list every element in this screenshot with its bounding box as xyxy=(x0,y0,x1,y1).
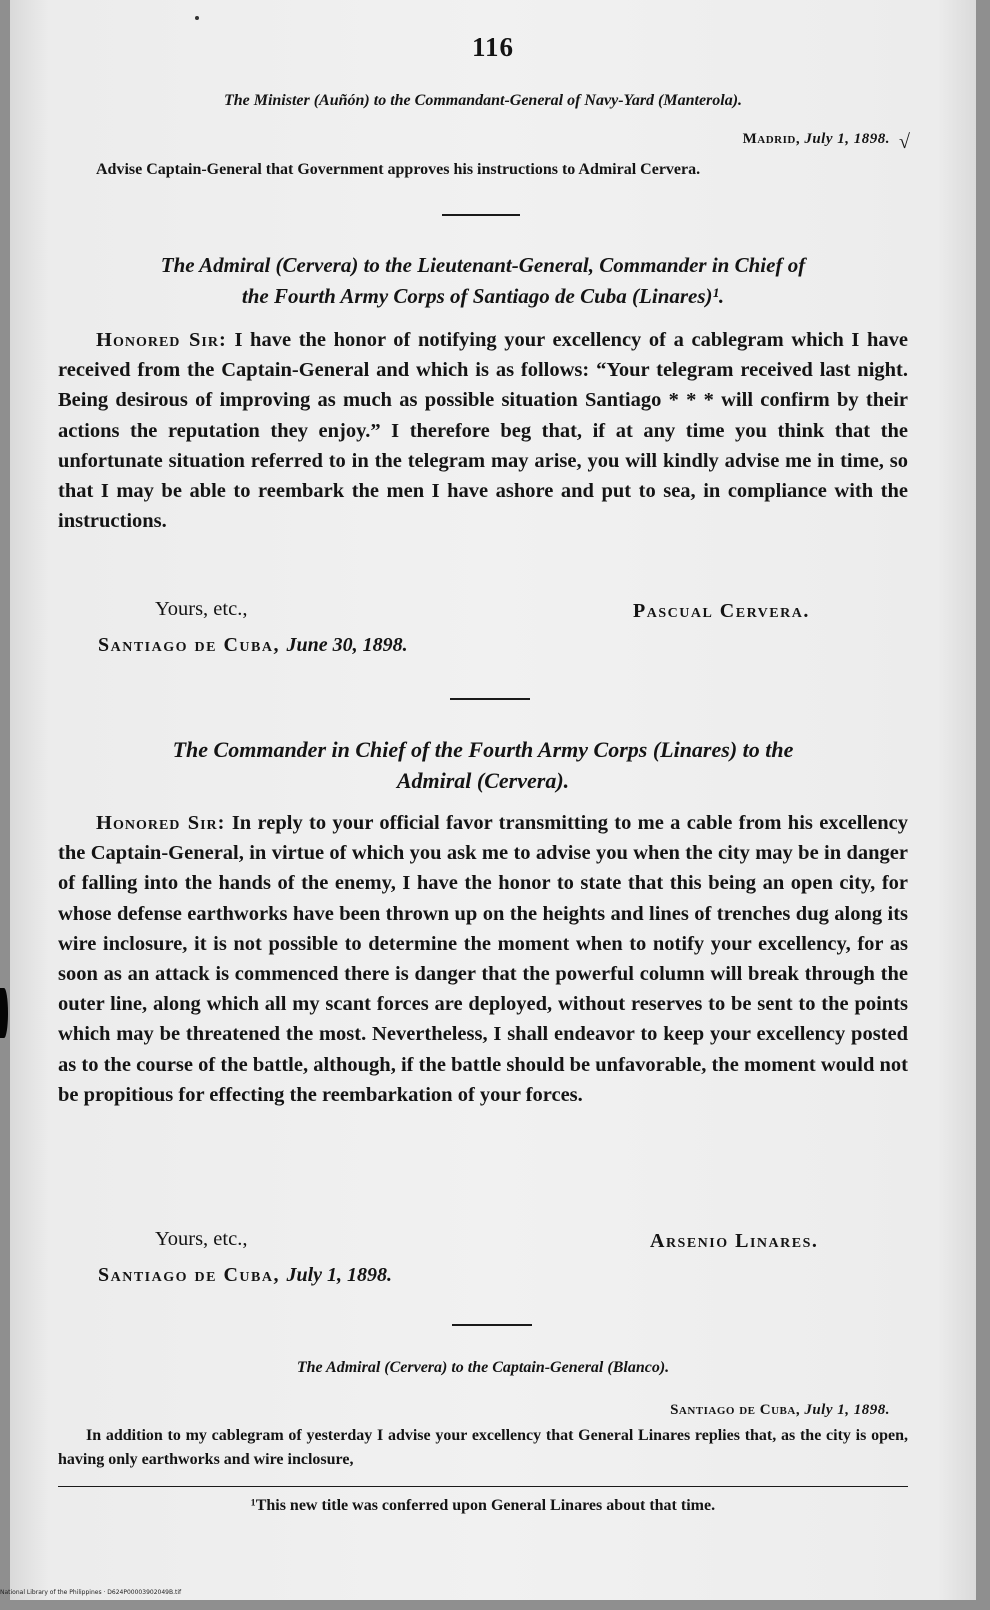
footnote-rule xyxy=(58,1486,908,1487)
section2-text: I have the honor of notifying your excellency of a cablegram which I have received from the Captain-General and which is as follows: “Your telegram received last night. Being desirous of improving as much as possible situation Santiago * * * will confirm by their actions the reputation they enjoy.” I therefore beg that, if at any time you think that the unfortunate situation referred to in the telegram may arise, you will kindly advise me in time, so that I may be able to reembark the men I have ashore and put to sea, in compliance with the instructions. xyxy=(58,329,908,533)
section4-heading: The Admiral (Cervera) to the Captain-General (Blanco). xyxy=(296,1359,670,1376)
section3-signature: Arsenio Linares. xyxy=(650,1230,819,1252)
section2-heading xyxy=(58,250,908,312)
section3-heading-line2: Admiral (Cervera). xyxy=(396,768,570,793)
section1-date-place: Madrid, xyxy=(742,131,801,147)
section4-date-place: Santiago de Cuba, xyxy=(670,1402,801,1418)
section2-body xyxy=(58,325,908,536)
section3-salutation: Honored Sir: xyxy=(96,812,226,834)
section4-dateline xyxy=(670,1402,890,1419)
section4-date: July 1, 1898. xyxy=(804,1402,890,1418)
section3-place: Santiago de Cuba, xyxy=(98,1264,280,1286)
section3-heading-line1: The Commander in Chief of the Fourth Army Corps (Linares) to the xyxy=(172,737,794,762)
document-page xyxy=(10,0,976,1600)
section2-heading-line1: The Admiral (Cervera) to the Lieutenant-General, Commander in Chief of xyxy=(160,253,806,277)
section2-signature: Pascual Cervera. xyxy=(633,600,810,622)
footnote: ¹This new title was conferred upon General Linares about that time. xyxy=(250,1497,716,1514)
page-number: 116 xyxy=(471,32,514,62)
section3-place-date xyxy=(98,1264,392,1287)
section3-heading xyxy=(58,734,908,796)
ink-speck xyxy=(195,16,199,20)
section2-place-date xyxy=(98,634,408,657)
section2-heading-line2: the Fourth Army Corps of Santiago de Cuba (Linares)¹. xyxy=(241,284,725,308)
section3-closing: Yours, etc., xyxy=(155,1228,248,1250)
section2-place: Santiago de Cuba, xyxy=(98,634,280,656)
section1-date: July 1, 1898. xyxy=(804,131,890,147)
section-divider xyxy=(452,1324,532,1326)
section1-text: Advise Captain-General that Government approves his instructions to Admiral Cervera. xyxy=(96,161,701,178)
library-stamp: National Library of the Philippines · D624P00003902049B.tif xyxy=(0,1589,182,1596)
section4-text: In addition to my cablegram of yesterday I advise your excellency that General Linares replies that, as the city is open, having only earthworks and wire inclosure, xyxy=(58,1427,908,1468)
section1-heading: The Minister (Auñón) to the Commandant-General of Navy-Yard (Manterola). xyxy=(223,92,743,109)
section2-date: June 30, 1898. xyxy=(286,634,408,656)
section-divider xyxy=(442,214,520,216)
section2-closing: Yours, etc., xyxy=(155,598,248,620)
section2-salutation: Honored Sir: xyxy=(96,329,227,351)
section1-dateline xyxy=(743,131,890,148)
ink-blot xyxy=(0,988,8,1038)
section3-date: July 1, 1898. xyxy=(286,1264,393,1286)
section3-text: In reply to your official favor transmitting to me a cable from his excellency the Captain-General, in virtue of which you ask me to advise you when the city may be in danger of falling into the hands of the enemy, I have the honor to state that this being an open city, for whose defense earthworks have been thrown up on the heights and lines of trenches dug along its wire inclosure, it is not possible to determine the moment when to notify your excellency, for as soon as an attack is commenced there is danger that the powerful column will break through the outer line, along which all my scant forces are deployed, without reserves to be sent to the points which may be threatened the most. Nevertheless, I shall endeavor to keep your excellency posted as to the course of the battle, although, if the battle should be unfavorable, the moment would not be propitious for effecting the reembarkation of your forces. xyxy=(58,812,908,1106)
section-divider xyxy=(450,698,530,700)
check-mark: √ xyxy=(899,131,910,153)
section3-body xyxy=(58,808,908,1110)
